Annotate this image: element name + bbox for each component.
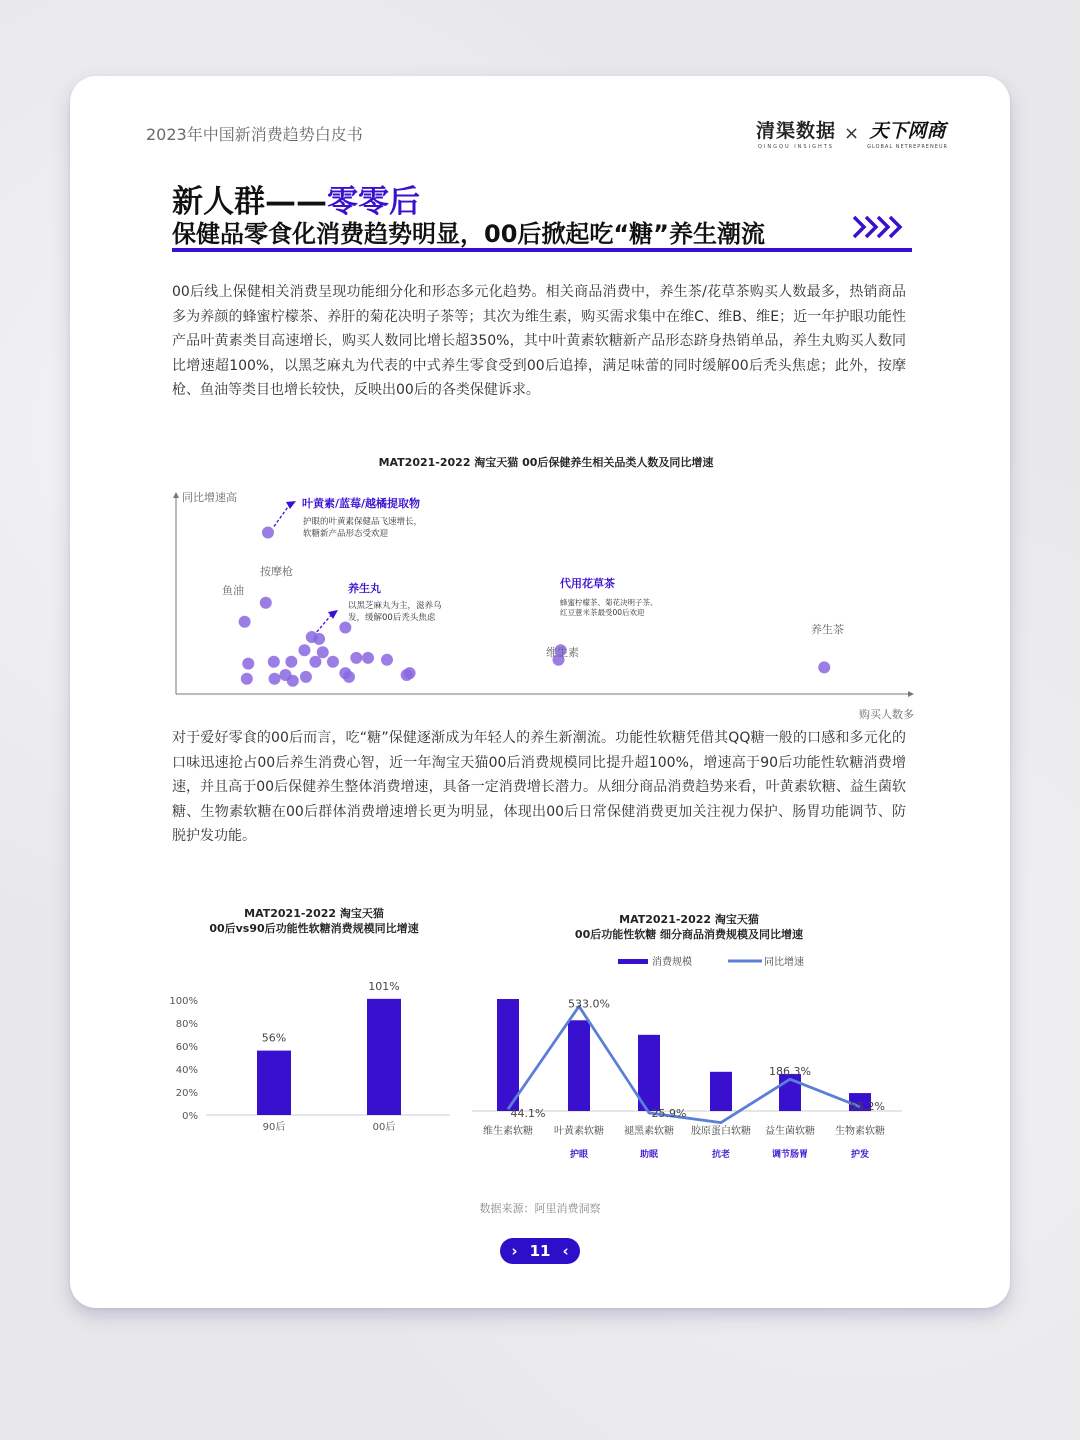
brand-separator: × [843, 122, 860, 144]
scatter-point [309, 656, 321, 668]
scatter-point [300, 671, 312, 683]
bar-left-y-tick: 60% [175, 1042, 198, 1053]
herbal-tea-note-line: 红豆薏米茶最受00后欢迎 [560, 608, 645, 617]
growth-value-label: 533.0% [568, 997, 610, 1011]
bar-left-title: 00后vs90后功能性软糖消费规模同比增速 [209, 922, 419, 935]
vitamin-label: 维生素 [546, 646, 579, 659]
scatter-y-arrow [173, 492, 179, 498]
brand-logos [756, 116, 948, 150]
combo-function-label: 护发 [850, 1150, 870, 1160]
pill-label: 养生丸 [348, 582, 381, 595]
bar-left-y-tick: 40% [175, 1065, 198, 1076]
pill-note-line: 发，缓解00后秃头焦虑 [348, 613, 436, 623]
combo-category: 胶原蛋白软糖 [691, 1126, 751, 1137]
lutein-arrowhead [286, 501, 296, 509]
tianxia-logo [867, 116, 948, 150]
scatter-point [262, 527, 274, 539]
legend-bar-swatch [618, 959, 648, 964]
combo-function-label: 调节肠胃 [771, 1150, 809, 1160]
combo-function-label: 抗老 [711, 1150, 731, 1160]
scatter-point [818, 661, 830, 673]
scatter-x-label: 购买人数多 [859, 708, 914, 721]
scatter-y-label: 同比增速高 [182, 491, 237, 504]
page-content [122, 102, 958, 1282]
tianxia-logo-text: 天下网商 [869, 120, 946, 142]
scatter-point [260, 597, 272, 609]
growth-value-label: 55.2% [850, 1099, 885, 1113]
gummy-combo-chart [472, 908, 932, 1178]
scatter-point [268, 656, 280, 668]
pill-arrow [317, 614, 332, 632]
tianxia-logo-subtext: GLOBAL NETREPRENEUR [867, 144, 948, 150]
scatter-point [287, 675, 299, 687]
scatter-point [381, 654, 393, 666]
scatter-point [269, 673, 281, 685]
scatter-point [327, 656, 339, 668]
generation-bar-chart [162, 902, 452, 1172]
bar-left-bar [367, 999, 401, 1115]
page-number: 11 [529, 1242, 551, 1260]
bar-left-y-tick: 80% [175, 1019, 198, 1030]
massage-gun-label: 按摩枪 [260, 565, 293, 578]
bar-left-title: MAT2021-2022 淘宝天猫 [244, 907, 384, 920]
qingqu-logo [756, 116, 836, 150]
health-tea-label: 养生茶 [811, 623, 844, 636]
combo-bar [497, 999, 519, 1111]
page-prev-icon[interactable]: › [511, 1242, 518, 1260]
data-source: 数据来源：阿里消费洞察 [479, 1202, 601, 1215]
bar-left-y-tick: 0% [182, 1111, 198, 1122]
report-name: 2023年中国新消费趋势白皮书 [146, 125, 363, 144]
scatter-point [306, 631, 318, 643]
growth-value-label: 44.1% [510, 1107, 546, 1121]
scatter-chart [166, 452, 926, 722]
bar-left-category: 00后 [372, 1122, 396, 1133]
bar-left-value-label: 101% [368, 979, 400, 993]
scatter-point [239, 616, 251, 628]
bar-left-category: 90后 [262, 1122, 286, 1133]
legend-bar-label: 消费规模 [652, 957, 692, 968]
scatter-point [404, 667, 416, 679]
title-prefix: 新人群—— [172, 184, 327, 220]
fish-oil-label: 鱼油 [222, 584, 244, 597]
page-next-icon[interactable]: ‹ [562, 1242, 569, 1260]
title-accent: 零零后 [327, 184, 420, 220]
bar-left-bar [257, 1051, 291, 1115]
scatter-title: MAT2021-2022 淘宝天猫 00后保健养生相关品类人数及同比增速 [378, 456, 714, 469]
scatter-point [350, 652, 362, 664]
title-underline [172, 248, 912, 252]
bar-left-y-tick: 100% [169, 996, 198, 1007]
combo-category: 益生菌软糖 [765, 1126, 815, 1137]
herbal-tea-note-line: 蜂蜜柠檬茶、菊花决明子茶、 [560, 598, 658, 607]
growth-value-label: 25.9% [651, 1106, 687, 1120]
chevrons-icon [852, 211, 914, 243]
scatter-point [298, 644, 310, 656]
qingqu-logo-subtext: QINGQU INSIGHTS [758, 144, 834, 150]
gummy-paragraph: 对于爱好零食的00后而言，吃“糖”保健逐渐成为年轻人的养生新潮流。功能性软糖凭借其QQ糖一般的口感和多元化的口味迅速抢占00后养生消费心智，近一年淘宝天猫00后消费规模同比提升超100%，增速高于90后功能性软糖消费增速，并且高于00后保健养生整体消费增速，具备一定消费增长潜力。从细分商品消费趋势来看，叶黄素软糖、益生菌软糖、生物素软糖在00后群体消费增速增长更为明显，体现出00后日常保健消费更加关注视力保护、肠胃功能调节、防脱护发功能。 [172, 730, 906, 844]
combo-title: 00后功能性软糖 细分商品消费规模及同比增速 [574, 928, 804, 941]
growth-value-label: 186.3% [769, 1065, 811, 1079]
qingqu-logo-text: 清渠数据 [755, 120, 836, 142]
scatter-point [317, 646, 329, 658]
scatter-point [339, 622, 351, 634]
combo-function-label: 助眠 [639, 1150, 659, 1160]
combo-function-label: 护眼 [569, 1150, 589, 1160]
scatter-point [285, 656, 297, 668]
combo-category: 维生素软糖 [483, 1126, 533, 1137]
page-indicator [500, 1238, 580, 1264]
combo-category: 生物素软糖 [835, 1126, 885, 1137]
scatter-point [242, 658, 254, 670]
lutein-label: 叶黄素/蓝莓/越橘提取物 [302, 497, 421, 510]
pill-note-line: 以黑芝麻丸为主，滋养乌 [348, 601, 442, 611]
combo-title: MAT2021-2022 淘宝天猫 [619, 913, 759, 926]
page-subtitle: 保健品零食化消费趋势明显，00后掀起吃“糖”养生潮流 [172, 220, 765, 248]
herbal-tea-label: 代用花草茶 [560, 577, 615, 590]
scatter-point [343, 671, 355, 683]
combo-category: 褪黑素软糖 [624, 1126, 674, 1137]
lutein-arrow [274, 504, 290, 527]
scatter-x-arrow [908, 691, 914, 697]
combo-bar [710, 1072, 732, 1111]
combo-category: 叶黄素软糖 [554, 1126, 604, 1137]
bar-left-value-label: 56% [261, 1031, 287, 1045]
combo-bar [568, 1020, 590, 1111]
scatter-point [362, 652, 374, 664]
scatter-point [241, 673, 253, 685]
pill-arrowhead [328, 610, 338, 619]
bar-left-y-tick: 20% [175, 1088, 198, 1099]
page-card [70, 76, 1010, 1308]
lutein-note-line: 软糖新产品形态受欢迎 [303, 529, 389, 539]
lutein-note-line: 护眼的叶黄素保健品飞速增长， [303, 517, 423, 527]
legend-line-label: 同比增速 [764, 957, 804, 968]
intro-paragraph: 00后线上保健相关消费呈现功能细分化和形态多元化趋势。相关商品消费中，养生茶/花草茶购买人数最多，热销商品多为养颜的蜂蜜柠檬茶、养肝的菊花决明子茶等；其次为维生素，购买需求集中在维C、维B、维E；近一年护眼功能性产品叶黄素类目高速增长，购买人数同比增长超350%，其中叶黄素软糖新产品形态跻身热销单品，养生丸购买人数同比增速超100%，以黑芝麻丸为代表的中式养生零食受到00后追捧，满足味蕾的同时缓解00后秃头焦虑；此外，按摩枪、鱼油等类目也增长较快，反映出00后的各类保健诉求。 [172, 284, 906, 398]
